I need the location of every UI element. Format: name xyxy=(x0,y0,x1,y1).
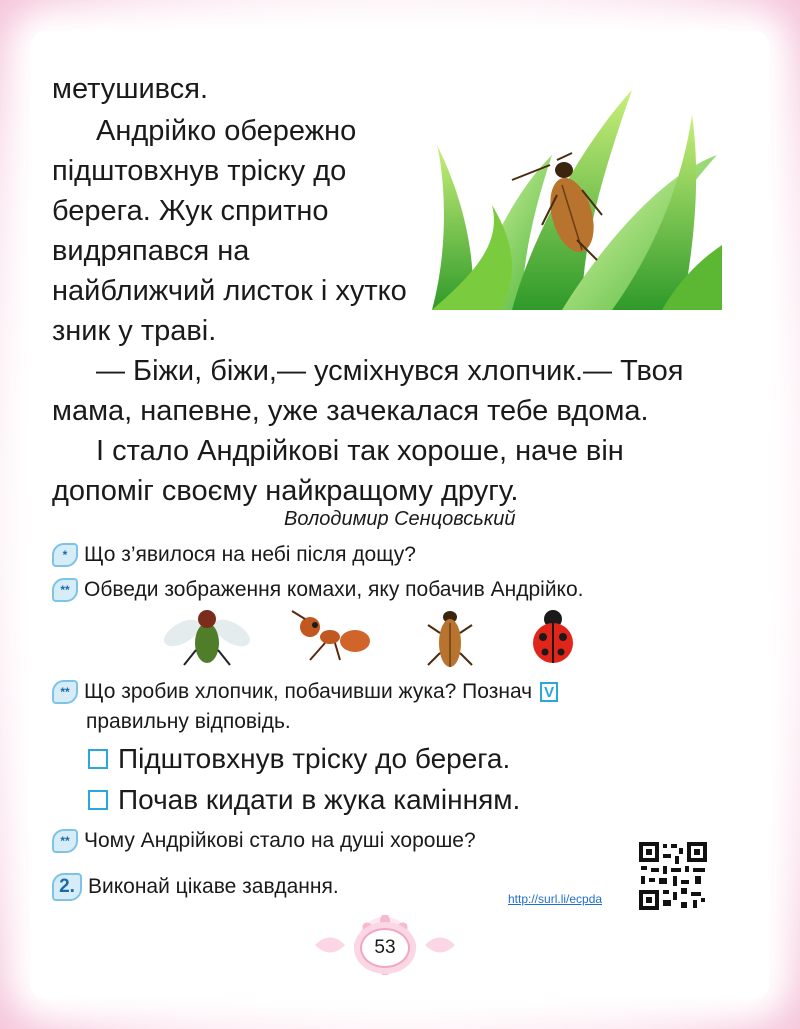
resource-link[interactable]: http://surl.li/ecpda xyxy=(508,892,603,906)
question-text: Чому Андрійкові стало на душі хороше? xyxy=(84,829,476,852)
story-line: підштовхнув тріску до xyxy=(52,155,347,187)
story-line: найближчий листок і хутко xyxy=(52,275,407,307)
ladybug-icon[interactable] xyxy=(533,610,573,663)
beetle-icon[interactable] xyxy=(428,611,472,667)
difficulty-badge: ** xyxy=(52,829,78,853)
story-line: І стало Андрійкові так хороше, наче він xyxy=(96,435,624,467)
story-line: метушився. xyxy=(52,73,209,105)
story-line: Андрійко обережно xyxy=(96,115,357,147)
story-line: берега. Жук спритно xyxy=(52,195,329,227)
question-text: Що зробив хлопчик, побачивши жука? Познач xyxy=(84,680,533,703)
page-number: 53 xyxy=(360,928,410,968)
question-2 xyxy=(52,578,584,602)
story-line: зник у траві. xyxy=(52,315,217,347)
question-4 xyxy=(52,829,476,853)
difficulty-badge: ** xyxy=(52,680,78,704)
grass-beetle-illustration xyxy=(432,85,722,310)
question-3 xyxy=(52,680,558,704)
author-name: Володимир Сенцовський xyxy=(284,508,516,530)
question-1 xyxy=(52,543,416,567)
story-line: допоміг своєму найкращому другу. xyxy=(52,475,519,507)
checkmark-icon: V xyxy=(540,682,558,702)
question-5 xyxy=(52,873,339,901)
question-text: Обведи зображення комахи, яку побачив Андрійко. xyxy=(84,578,584,601)
difficulty-badge: * xyxy=(52,543,78,567)
question-text: правильну відповідь. xyxy=(86,710,291,733)
question-text: Що з’явилося на небі після дощу? xyxy=(84,543,416,566)
ant-icon[interactable] xyxy=(292,611,370,660)
answer-checkbox[interactable] xyxy=(88,790,108,810)
story-line: мама, напевне, уже зачекалася тебе вдома. xyxy=(52,395,649,427)
answer-option-2[interactable] xyxy=(88,784,520,816)
insects-row xyxy=(160,605,580,673)
question-text: Виконай цікаве завдання. xyxy=(88,875,339,898)
fly-icon[interactable] xyxy=(160,610,254,665)
answer-text: Підштовхнув тріску до берега. xyxy=(118,743,511,774)
difficulty-badge: ** xyxy=(52,578,78,602)
answer-checkbox[interactable] xyxy=(88,749,108,769)
story-line: видряпався на xyxy=(52,235,250,267)
answer-option-1[interactable] xyxy=(88,743,510,775)
story-line: — Біжи, біжи,— усміхнувся хлопчик.— Твоя xyxy=(96,355,684,387)
task-number-badge: 2. xyxy=(52,873,82,901)
qr-code-icon[interactable] xyxy=(637,840,709,912)
answer-text: Почав кидати в жука камінням. xyxy=(118,784,521,815)
